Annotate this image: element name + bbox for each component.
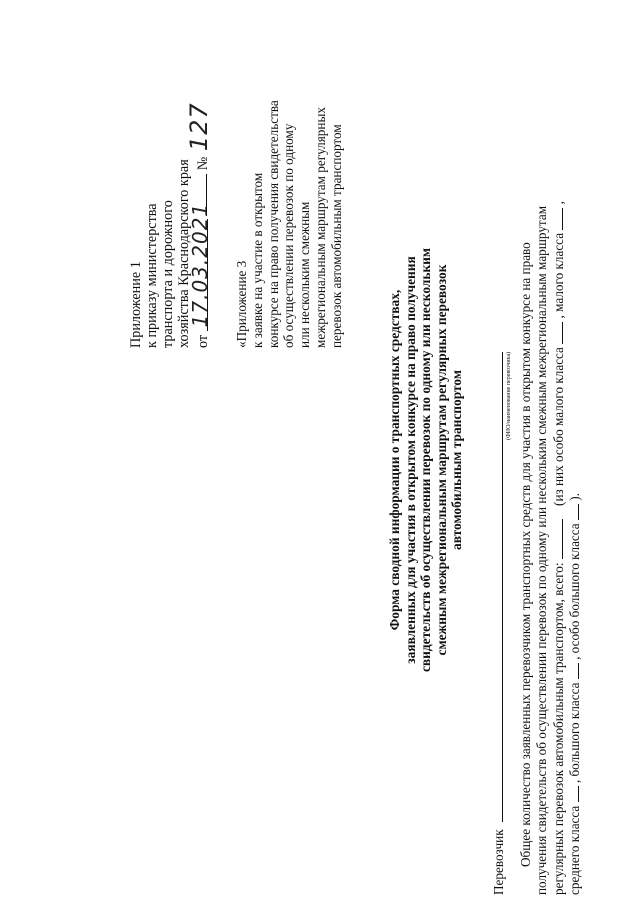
appendix-3-line: перевозок автомобильным транспортом — [328, 124, 344, 348]
total-vehicles-blank[interactable] — [551, 519, 563, 559]
form-body — [518, 17, 584, 895]
form-title-line: свидетельств об осуществлении перевозок по одному или нескольким — [418, 247, 434, 673]
carrier-input-line[interactable] — [490, 352, 503, 822]
body-line-3-part: , малого класса — [550, 232, 566, 319]
appendix-3-header — [234, 8, 345, 348]
body-line-4-part: , особо большого класса — [567, 523, 583, 660]
body-line-3-part: (из них особо малого класса — [550, 347, 566, 506]
body-line-3-text: регулярных перевозок автомобильным транспортом, всего: — [550, 562, 566, 895]
appendix-3-line: или нескольким смежным — [297, 201, 313, 348]
appendix-1-line: хозяйства Краснодарского края — [176, 159, 192, 348]
form-title — [387, 225, 465, 695]
large-class-blank[interactable] — [567, 663, 579, 679]
order-date-number-line — [185, 28, 213, 348]
appendix-1-line: транспорта и дорожного — [160, 200, 176, 348]
appendix-3-line: об осуществлении перевозок по одному — [281, 123, 297, 348]
medium-class-blank[interactable] — [567, 786, 579, 802]
extra-large-class-blank[interactable] — [567, 504, 579, 520]
body-line-2: получения свидетельств об осуществлении перевозок по одному или нескольким смежным межрегиональным маршрутам — [534, 205, 550, 895]
small-class-blank[interactable] — [551, 208, 563, 230]
handwritten-order-number: 127 — [185, 102, 213, 152]
appendix-3-line: конкурсе на право получения свидетельства — [265, 100, 281, 348]
body-line-3-part: , — [550, 201, 566, 205]
appendix-1-header — [128, 28, 211, 348]
body-line-3 — [551, 17, 567, 895]
date-underline — [194, 174, 207, 216]
appendix-1-line: Приложение 1 — [128, 261, 144, 348]
body-line-4 — [567, 17, 583, 895]
body-line-4-part: среднего класса — [567, 805, 583, 895]
number-sign: № — [195, 156, 211, 171]
form-title-line: смежным межрегиональным маршрутам регулярных перевозок — [433, 264, 449, 656]
form-title-line: автомобильным транспортом — [449, 370, 465, 550]
form-title-line: заявленных для участия в открытом конкурсе на право получения — [402, 256, 418, 664]
date-prefix: от — [195, 334, 211, 348]
extra-small-class-blank[interactable] — [551, 322, 563, 344]
carrier-label: Перевозчик — [491, 829, 506, 895]
body-line-4-part: , большого класса — [567, 682, 583, 784]
body-line-1: Общее количество заявленных перевозчиком транспортных средств для участия в открытом конкурсе на право — [518, 242, 533, 867]
handwritten-order-date: 17.03.2021 — [193, 219, 208, 331]
appendix-3-line: межрегиональным маршрутам регулярных — [312, 107, 328, 348]
carrier-caption: (ФИО/наименование перевозчика) — [506, 351, 512, 440]
appendix-3-line: к заявке на участие в открытом — [249, 172, 265, 348]
appendix-1-line: к приказу министерства — [144, 203, 160, 348]
carrier-field-row — [490, 15, 507, 895]
appendix-3-line: «Приложение 3 — [234, 260, 249, 348]
body-line-4-part: ). — [567, 493, 583, 501]
form-title-line: Форма сводной информации о транспортных средствах, — [387, 289, 402, 631]
